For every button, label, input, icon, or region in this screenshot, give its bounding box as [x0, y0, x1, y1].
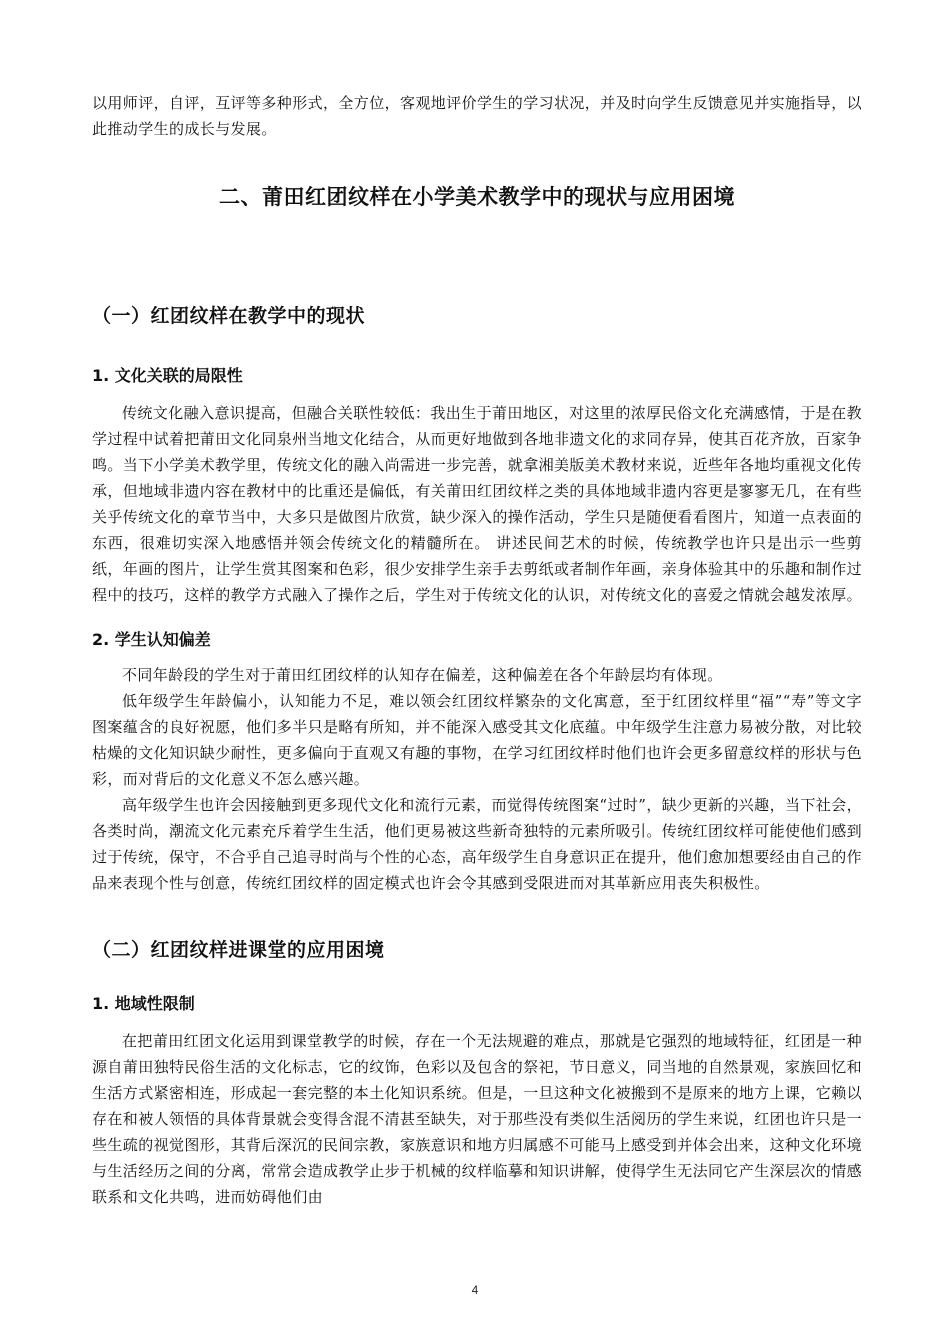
section-2-title: （二）红团纹样进课堂的应用困境: [92, 939, 385, 961]
intro-paragraph: 以用师评，自评，互评等多种形式，全方位，客观地评价学生的学习状况，并及时向学生反馈意见并实施指导，以此推动学生的成长与发展。: [92, 94, 863, 138]
section-1-sub-2-title: 2. 学生认知偏差: [92, 630, 211, 649]
section-1-sub-1-title: 1. 文化关联的局限性: [92, 366, 243, 385]
section-1-sub-2-paragraph-1: 不同年龄段的学生对于莆田红团纹样的认知存在偏差，这种偏差在各个年龄层均有体现。: [122, 666, 723, 684]
section-2-sub-1-title: 1. 地域性限制: [92, 994, 195, 1013]
section-1-sub-2-paragraph-2: 低年级学生年龄偏小，认知能力不足，难以领会红团纹样繁杂的文化寓意，至于红团纹样里“福”“寿”等文字图案蕴含的良好祝愿，他们多半只是略有所知，并不能深入感受其文化底蕴。中年级学生注意力易被分散，对比较枯燥的文化知识缺少耐性，更多偏向于直观又有趣的事物，在学习红团纹样时他们也许会更多留意纹样的形状与色彩，而对背后的文化意义不怎么感兴趣。: [92, 692, 863, 788]
page-content: [92, 90, 862, 1210]
section-1-title: （一）红团纹样在教学中的现状: [92, 305, 366, 327]
page-number: 4: [471, 1283, 479, 1297]
section-1-sub-1-paragraph: 传统文化融入意识提高，但融合关联性较低：我出生于莆田地区，对这里的浓厚民俗文化充满感情，于是在教学过程中试着把莆田文化同泉州当地文化结合，从而更好地做到各地非遗文化的求同存异，使其百花齐放，百家争鸣。当下小学美术教学里，传统文化的融入尚需进一步完善，就拿湘美版美术教材来说，近些年各地均重视文化传承，但地域非遗内容在教材中的比重还是偏低，有关莆田红团纹样之类的具体地域非遗内容更是寥寥无几，在有些关乎传统文化的章节当中，大多只是做图片欣赏，缺少深入的操作活动，学生只是随便看看图片，知道一点表面的东西，很难切实深入地感悟并领会传统文化的精髓所在。 讲述民间艺术的时候，传统教学也许只是出示一些剪纸，年画的图片，让学生赏其图案和色彩，很少安排学生亲手去剪纸或者制作年画，亲身体验其中的乐趣和制作过程中的技巧，这样的教学方式融入了操作之后，学生对于传统文化的认识，对传统文化的喜爱之情就会越发浓厚。: [92, 404, 863, 604]
chapter-title: 二、莆田红团纹样在小学美术教学中的现状与应用困境: [219, 185, 735, 209]
section-2-sub-1-paragraph: 在把莆田红团文化运用到课堂教学的时候，存在一个无法规避的难点，那就是它强烈的地域特征，红团是一种源自莆田独特民俗生活的文化标志，它的纹饰，色彩以及包含的祭祀，节日意义，同当地的自然景观，家族回忆和生活方式紧密相连，形成起一套完整的本土化知识系统。但是，一旦这种文化被搬到不是原来的地方上课，它赖以存在和被人领悟的具体背景就会变得含混不清甚至缺失，对于那些没有类似生活阅历的学生来说，红团也许只是一些生疏的视觉图形，其背后深沉的民间宗教，家族意识和地方归属感不可能马上感受到并体会出来，这种文化环境与生活经历之间的分离，常常会造成教学止步于机械的纹样临摹和知识讲解，使得学生无法同它产生深层次的情感联系和文化共鸣，进而妨碍他们由: [92, 1032, 863, 1206]
section-1-sub-2-paragraph-3: 高年级学生也许会因接触到更多现代文化和流行元素，而觉得传统图案“过时”，缺少更新的兴趣，当下社会，各类时尚，潮流文化元素充斥着学生生活，他们更易被这些新奇独特的元素所吸引。传统红团纹样可能使他们感到过于传统，保守，不合乎自己追寻时尚与个性的心态，高年级学生自身意识正在提升，他们愈加想要经由自己的作品来表现个性与创意，传统红团纹样的固定模式也许会令其感到受限进而对其革新应用丧失积极性。: [92, 796, 863, 892]
